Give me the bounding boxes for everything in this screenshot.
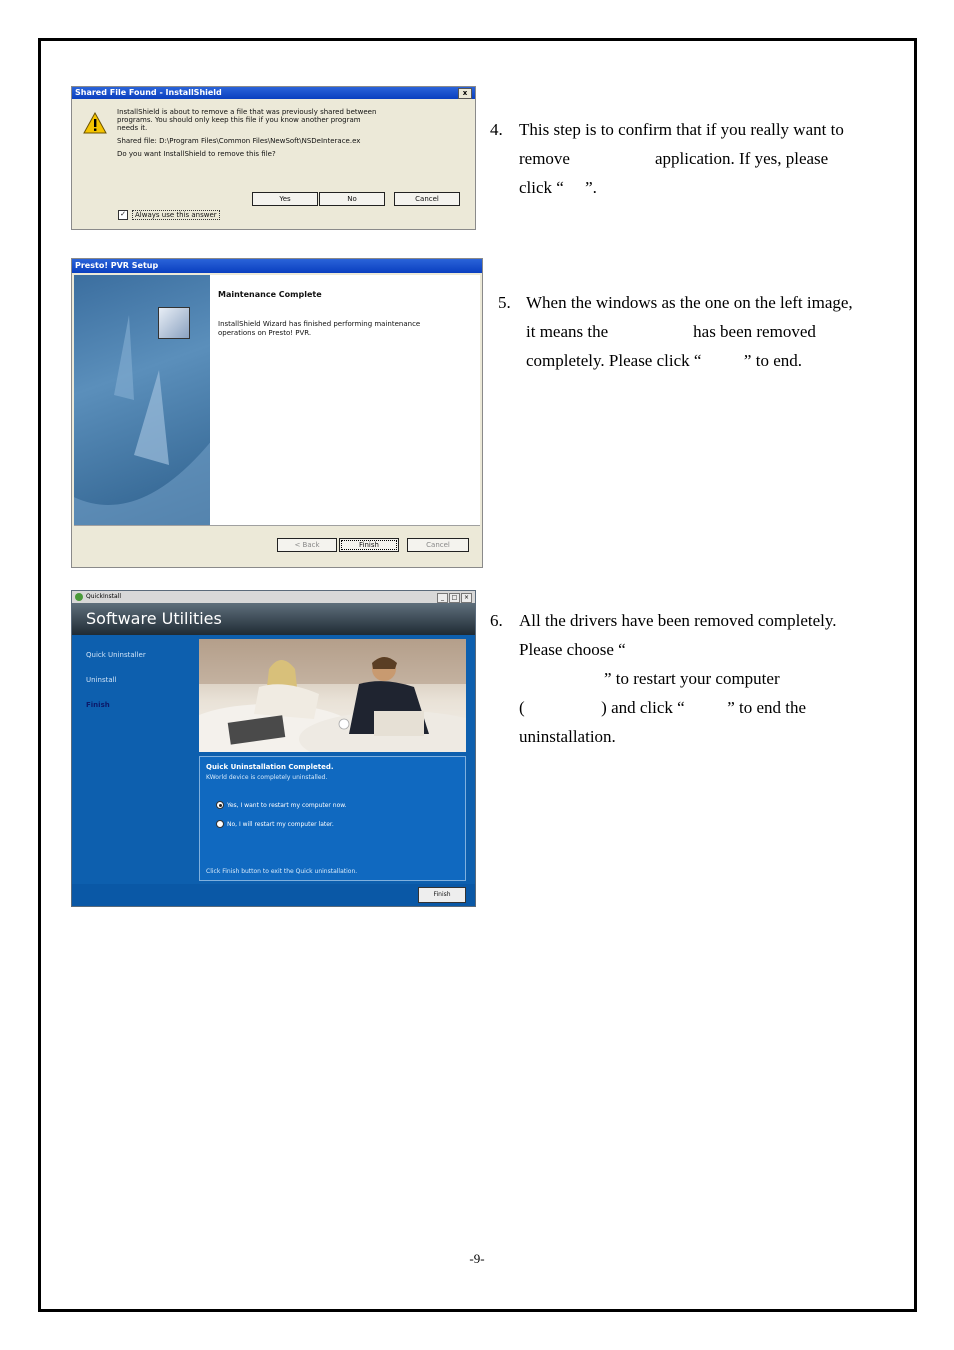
window-title: QuickInstall [86, 593, 122, 600]
step-5-instructions [498, 288, 908, 375]
cancel-button[interactable]: Cancel [394, 192, 460, 206]
nav-item-uninstall: Uninstall [86, 676, 117, 684]
step-line: ” to restart your computer [519, 669, 780, 688]
step-6-instructions [490, 606, 900, 751]
shared-file-path: Shared file: D:\Program Files\Common Files\NewSoft\NSDeInterace.ex [117, 137, 361, 145]
window-controls [436, 593, 472, 603]
wizard-body [218, 320, 458, 338]
close-icon[interactable]: x [458, 88, 472, 99]
message-line: programs. You should only keep this file if you know another program [117, 116, 361, 124]
setup-logo-icon [158, 307, 190, 339]
radio-label: No, I will restart my computer later. [227, 820, 334, 828]
quickinstall-window [71, 590, 476, 907]
dialog-question: Do you want InstallShield to remove this file? [117, 150, 276, 158]
app-icon [75, 593, 83, 601]
message-line: InstallShield is about to remove a file that was previously shared between [117, 108, 377, 116]
radio-selected-icon[interactable] [216, 801, 224, 809]
step-nav [86, 651, 146, 726]
page-number: -9- [469, 1251, 485, 1266]
nav-item-finish: Finish [86, 701, 110, 709]
dialog-message [117, 108, 457, 163]
radio-restart-later[interactable] [216, 820, 334, 828]
step-line: completely. Please click “ ” to end. [526, 351, 803, 370]
step-line: it means the has been removed [526, 322, 816, 341]
body-line: InstallShield Wizard has finished performing maintenance [218, 320, 421, 328]
close-icon[interactable]: × [461, 593, 472, 603]
step-4-instructions [490, 115, 900, 202]
step-line: Please choose “ [519, 640, 626, 659]
step-number: 5. [498, 293, 511, 312]
dialog-titlebar [72, 87, 475, 99]
divider [74, 525, 480, 526]
wizard-side-graphic [74, 275, 210, 525]
step-line: remove application. If yes, please [519, 149, 829, 168]
step-line: All the drivers have been removed completely. [519, 611, 837, 630]
warning-icon [83, 112, 107, 134]
step-line: uninstallation. [519, 727, 616, 746]
body-line: operations on Presto! PVR. [218, 329, 312, 337]
checkbox-label: Always use this answer [132, 210, 220, 220]
completion-panel [199, 756, 466, 881]
step-number: 4. [490, 120, 503, 139]
radio-unselected-icon[interactable] [216, 820, 224, 828]
finish-button[interactable]: Finish [339, 538, 399, 552]
wizard-heading: Maintenance Complete [218, 290, 322, 299]
shared-file-dialog [71, 86, 476, 230]
step-line: This step is to confirm that if you really want to [519, 120, 844, 139]
step-line: When the windows as the one on the left image, [526, 293, 853, 312]
panel-title: Quick Uninstallation Completed. [206, 763, 334, 771]
no-button[interactable]: No [319, 192, 385, 206]
step-number: 6. [490, 611, 503, 630]
back-button[interactable]: < Back [277, 538, 337, 552]
step-line: ( ) and click “ ” to end the [519, 698, 807, 717]
panel-subtitle: KWorld device is completely uninstalled. [206, 774, 328, 781]
step-line: click “ ”. [519, 178, 597, 197]
cancel-button[interactable]: Cancel [407, 538, 469, 552]
minimize-icon[interactable]: _ [437, 593, 448, 603]
photo-illustration [199, 639, 466, 752]
checkbox-check-icon[interactable]: ✓ [118, 210, 128, 220]
message-line: needs it. [117, 124, 148, 132]
nav-item-quick-uninstaller: Quick Uninstaller [86, 651, 146, 659]
radio-restart-now[interactable] [216, 801, 347, 809]
maximize-icon[interactable]: □ [449, 593, 460, 603]
couple-photo [199, 639, 466, 752]
radio-label: Yes, I want to restart my computer now. [227, 801, 347, 809]
finish-button[interactable]: Finish [418, 887, 466, 903]
banner-title: Software Utilities [72, 603, 475, 635]
always-use-checkbox[interactable] [118, 210, 220, 220]
bottom-bar [72, 884, 475, 906]
wizard-content [210, 275, 480, 525]
yes-button[interactable]: Yes [252, 192, 318, 206]
dialog-title: Presto! PVR Setup [72, 259, 482, 273]
dialog-title: Shared File Found - InstallShield [75, 88, 222, 97]
pvr-setup-dialog [71, 258, 483, 568]
panel-footer-text: Click Finish button to exit the Quick uninstallation. [206, 868, 358, 875]
window-titlebar [72, 591, 475, 603]
